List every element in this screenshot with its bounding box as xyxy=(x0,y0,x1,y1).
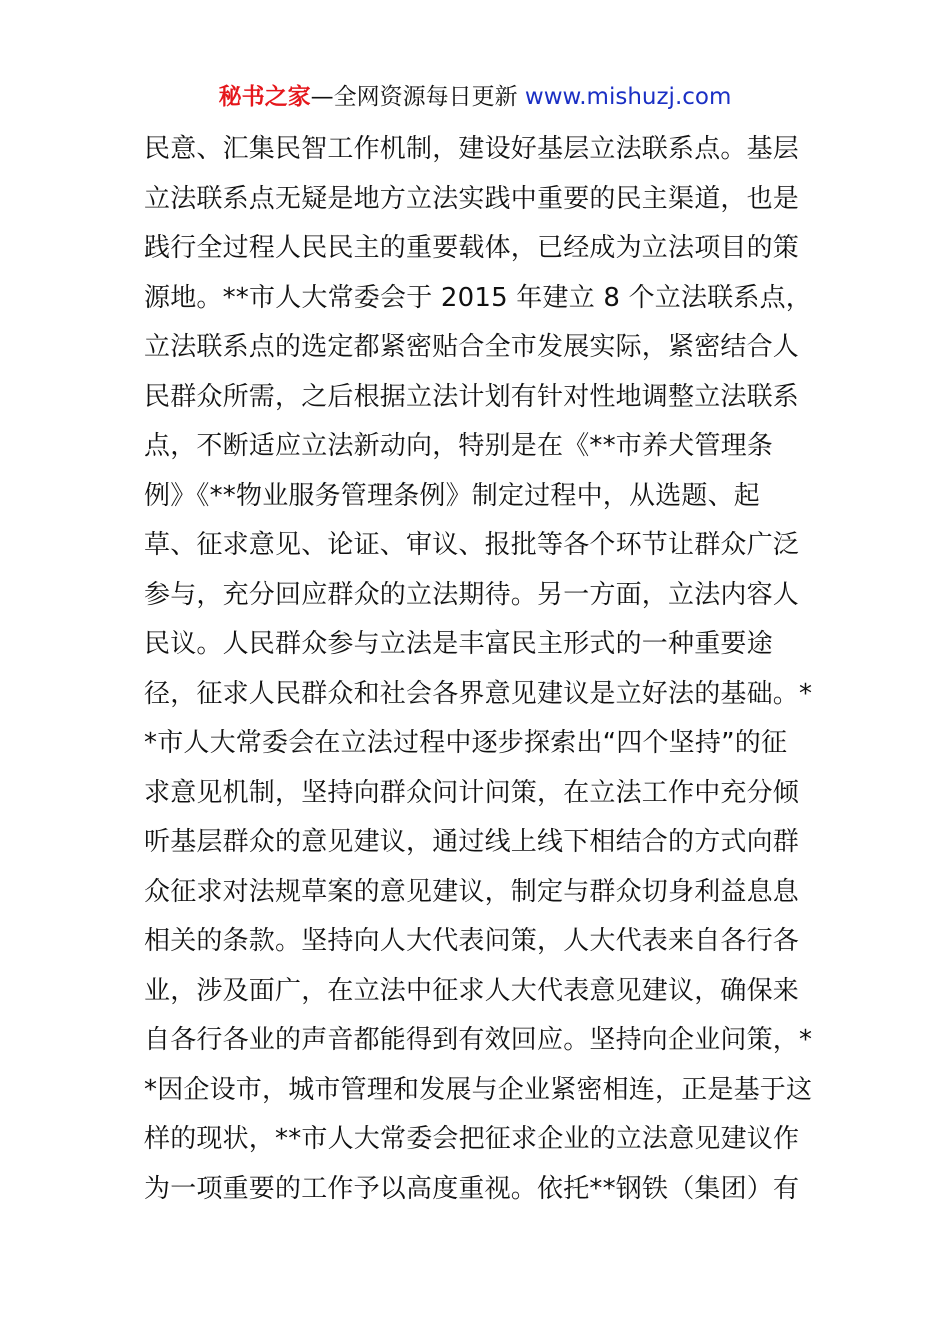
text-line: 立法联系点的选定都紧密贴合全市发展实际，紧密结合人 xyxy=(144,332,800,362)
text-line: 例》《**物业服务管理条例》制定过程中，从选题、起 xyxy=(144,480,761,511)
text-line: 求意见机制，坚持向群众问计问策，在立法工作中充分倾 xyxy=(144,777,800,808)
header-tagline: —全网资源每日更新 xyxy=(310,84,525,110)
text-line: 立法联系点无疑是地方立法实践中重要的民主渠道，也是 xyxy=(144,183,800,214)
text-line: 民群众所需，之后根据立法计划有针对性地调整立法联系 xyxy=(144,381,800,412)
document-body xyxy=(144,128,814,1217)
text-line: 践行全过程人民民主的重要载体，已经成为立法项目的策 xyxy=(144,233,800,263)
text-line: 草、征求意见、论证、审议、报批等各个环节让群众广泛 xyxy=(144,530,800,560)
text-line: *市人大常委会在立法过程中逐步探索出“四个坚持”的征 xyxy=(144,728,788,758)
text-line: 为一项重要的工作予以高度重视。依托**钢铁（集团）有 xyxy=(144,1173,800,1204)
text-line: 众征求对法规草案的意见建议，制定与群众切身利益息息 xyxy=(144,876,800,907)
text-line: 源地。**市人大常委会于 2015 年建立 8 个立法联系点， xyxy=(144,282,812,313)
website-url[interactable]: www.mishuzj.com xyxy=(524,84,732,110)
text-line: 听基层群众的意见建议，通过线上线下相结合的方式向群 xyxy=(144,827,800,857)
brand-name: 秘书之家 xyxy=(218,84,311,110)
text-line: 样的现状，**市人大常委会把征求企业的立法意见建议作 xyxy=(144,1124,800,1154)
text-line: 业，涉及面广，在立法中征求人大代表意见建议，确保来 xyxy=(144,975,800,1006)
text-line: 径，征求人民群众和社会各界意见建议是立好法的基础。* xyxy=(144,678,813,709)
text-line: 点，不断适应立法新动向，特别是在《**市养犬管理条 xyxy=(144,431,774,461)
text-line: 自各行各业的声音都能得到有效回应。坚持向企业问策，* xyxy=(144,1025,813,1055)
text-line: *因企设市，城市管理和发展与企业紧密相连，正是基于这 xyxy=(144,1074,813,1105)
text-line: 民意、汇集民智工作机制，建设好基层立法联系点。基层 xyxy=(144,134,800,164)
text-line: 民议。人民群众参与立法是丰富民主形式的一种重要途 xyxy=(144,629,773,659)
page-header xyxy=(0,80,950,114)
text-line: 参与，充分回应群众的立法期待。另一方面，立法内容人 xyxy=(144,579,800,610)
text-line: 相关的条款。坚持向人大代表问策，人大代表来自各行各 xyxy=(144,926,800,956)
